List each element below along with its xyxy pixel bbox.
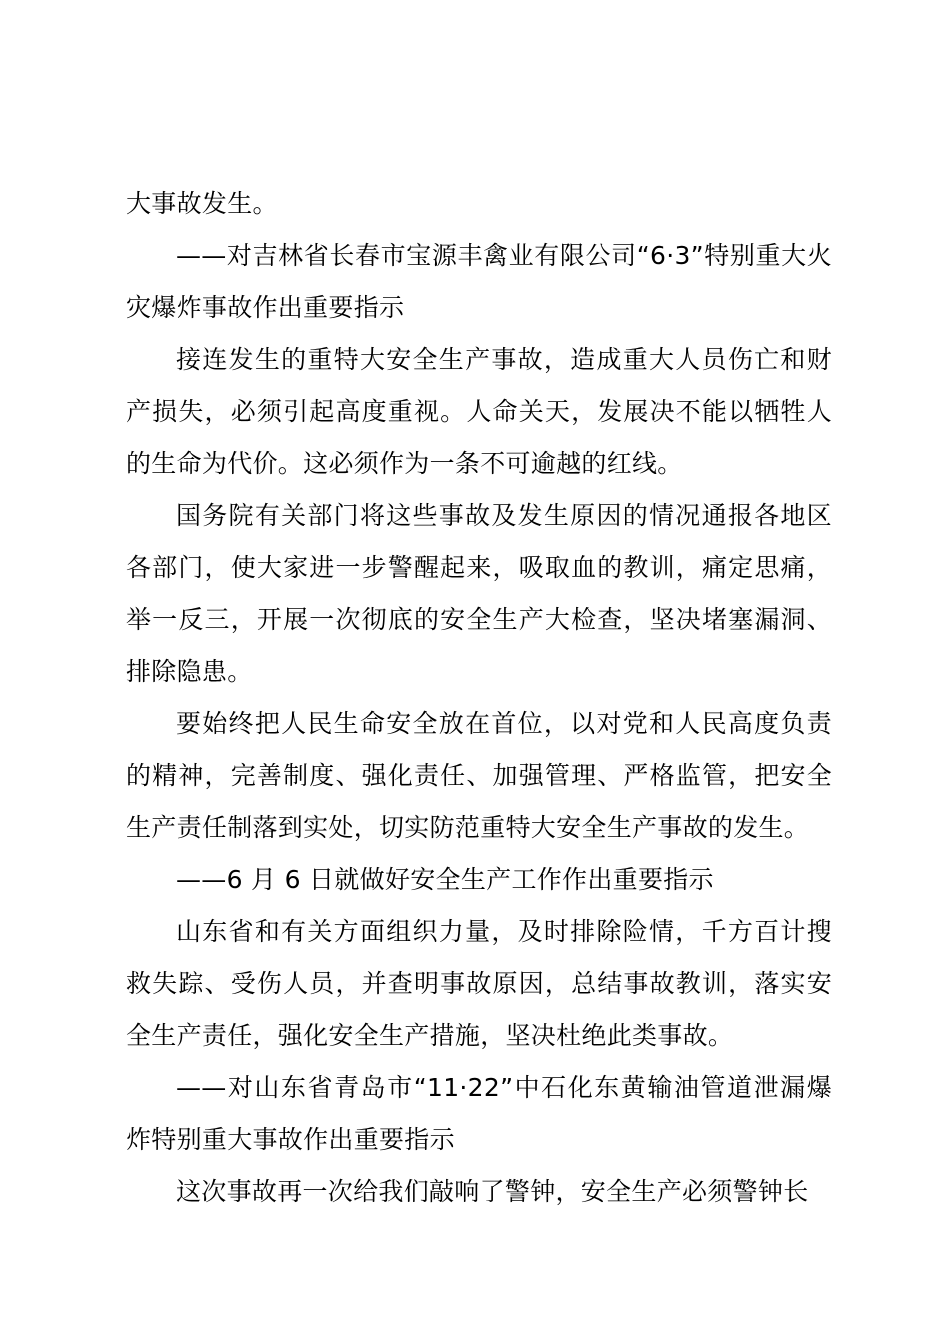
paragraph: 这次事故再一次给我们敲响了警钟，安全生产必须警钟长 bbox=[176, 1177, 809, 1206]
paragraph: 接连发生的重特大安全生产事故，造成重大人员伤亡和财产损失，必须引起高度重视。人命关天，发展决不能以牺牲人的生命为代价。这必须作为一条不可逾越的红线。 bbox=[126, 345, 832, 478]
paragraph: 山东省和有关方面组织力量，及时排除险情，千方百计搜救失踪、受伤人员，并查明事故原因，总结事故教训，落实安全生产责任，强化安全生产措施，坚决杜绝此类事故。 bbox=[126, 917, 832, 1050]
paragraph-source-note: ——对山东省青岛市“11·22”中石化东黄输油管道泄漏爆炸特别重大事故作出重要指示 bbox=[126, 1073, 832, 1154]
paragraph-source-note: ——对吉林省长春市宝源丰禽业有限公司“6·3”特别重大火灾爆炸事故作出重要指示 bbox=[126, 241, 832, 322]
paragraph-source-note: ——6 月 6 日就做好安全生产工作作出重要指示 bbox=[176, 865, 714, 894]
paragraph-continuation: 大事故发生。 bbox=[126, 189, 278, 218]
paragraph: 国务院有关部门将这些事故及发生原因的情况通报各地区各部门，使大家进一步警醒起来，吸取血的教训，痛定思痛，举一反三，开展一次彻底的安全生产大检查，坚决堵塞漏洞、排除隐患。 bbox=[126, 501, 832, 686]
document-body bbox=[126, 178, 832, 1218]
paragraph: 要始终把人民生命安全放在首位，以对党和人民高度负责的精神，完善制度、强化责任、加强管理、严格监管，把安全生产责任制落到实处，切实防范重特大安全生产事故的发生。 bbox=[126, 709, 832, 842]
